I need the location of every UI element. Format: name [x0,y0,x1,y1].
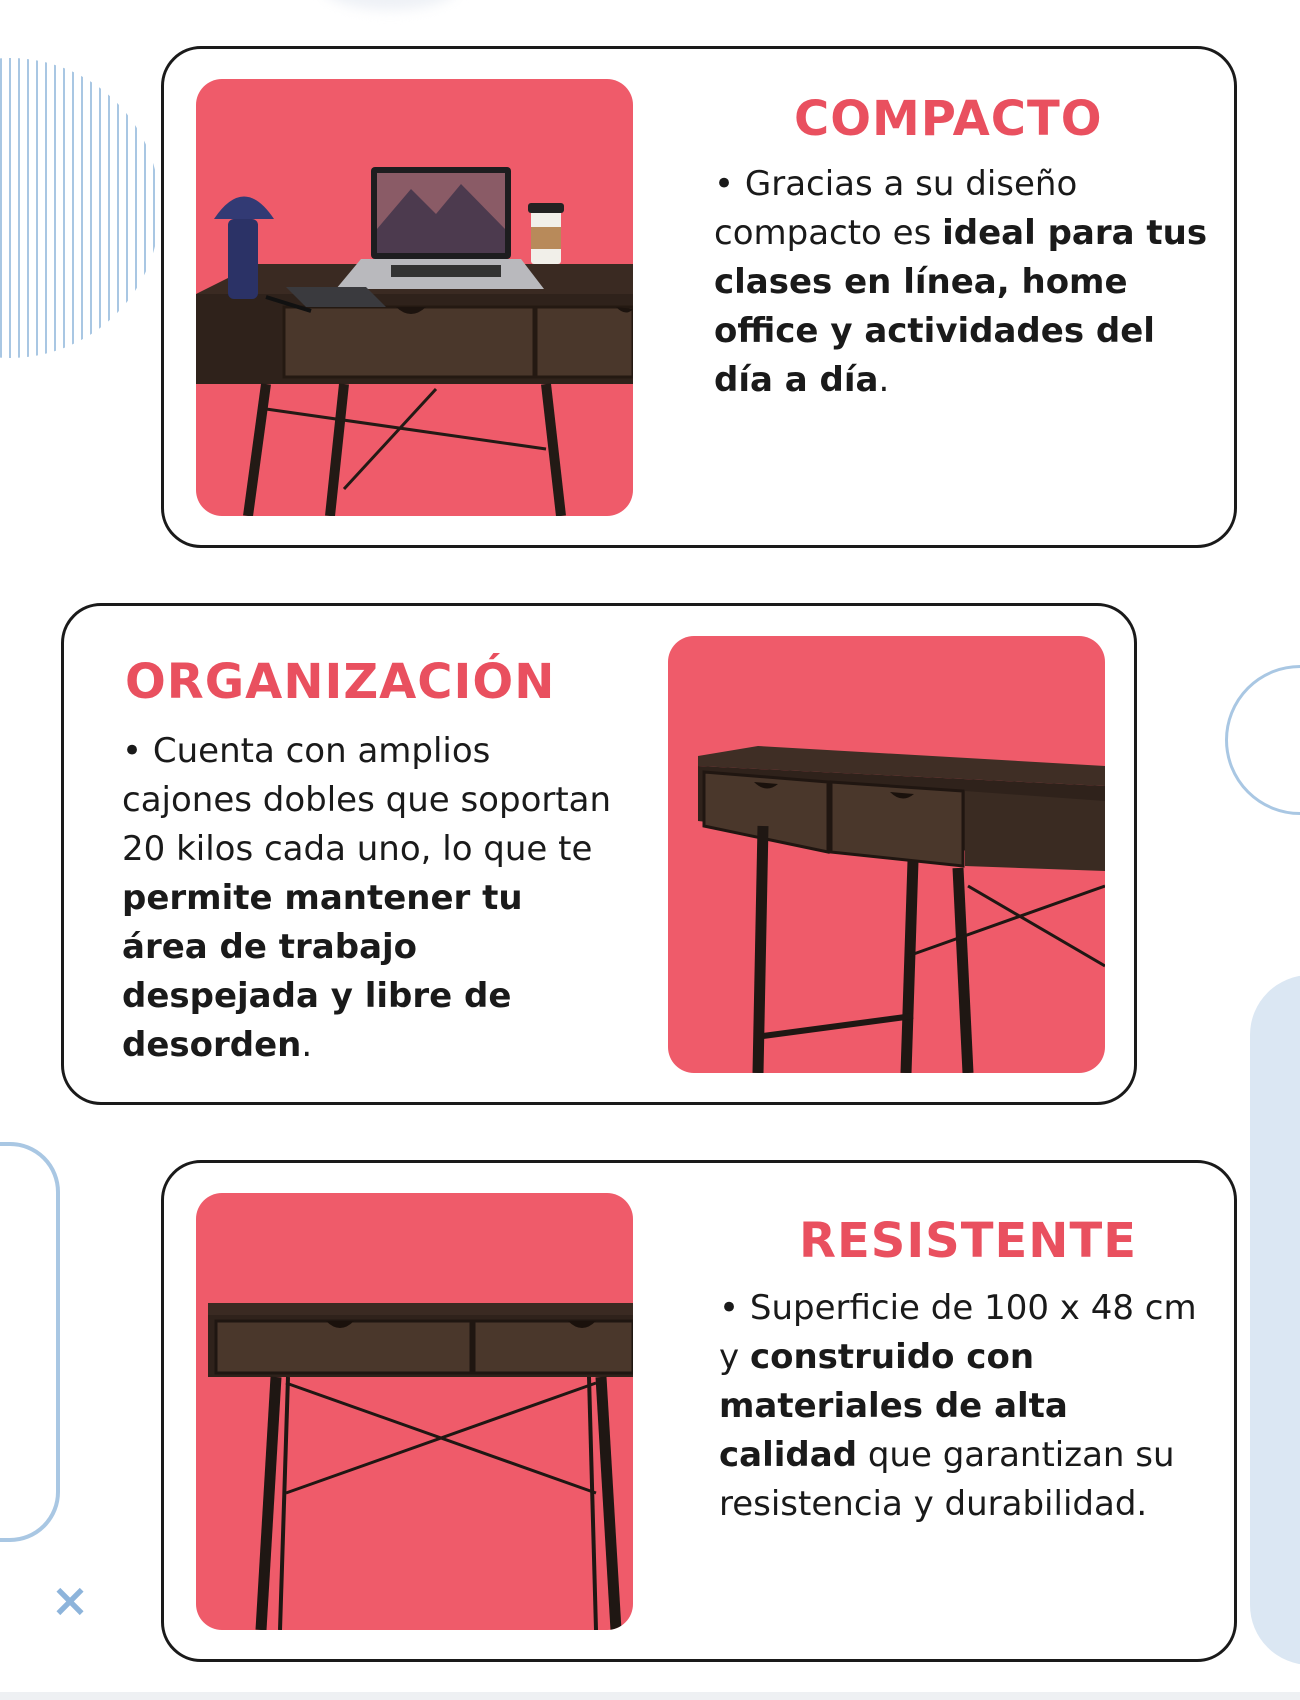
x-mark-icon: × [50,1573,90,1627]
card-description [719,1284,1214,1529]
feature-card-compacto [161,46,1237,548]
bullet-icon: • [714,164,735,204]
card-title: COMPACTO [794,91,1103,147]
desk-with-laptop-illustration [196,79,633,516]
card-description [714,160,1209,405]
card-title: ORGANIZACIÓN [125,654,556,710]
description-highlight: construido con materiales de alta calidad [719,1337,1068,1475]
decorative-pill [1250,975,1300,1665]
feature-card-resistente [161,1160,1237,1662]
bullet-icon: • [122,731,143,771]
description-text-end: . [878,360,890,400]
description-text-end: . [301,1025,313,1065]
bullet-icon: • [719,1288,740,1328]
card-description [122,727,617,1070]
decorative-blob [320,0,460,10]
product-photo-desk-front [196,1193,633,1630]
feature-card-organizacion [61,603,1137,1105]
product-photo-desk-drawers [668,636,1105,1073]
desk-front-illustration [196,1193,633,1630]
decorative-ring [1225,665,1300,815]
product-photo-desk-with-laptop [196,79,633,516]
decorative-striped-circle [0,58,160,358]
description-text: Superficie de 100 x 48 cm y [719,1288,1197,1377]
description-highlight: permite mantener tu área de trabajo despejada y libre de desorden [122,878,523,1065]
desk-angled-illustration [668,636,1105,1073]
description-text: Gracias a su diseño compacto es [714,164,1078,253]
card-title: RESISTENTE [799,1213,1137,1269]
bottom-band [0,1692,1300,1700]
description-text: Cuenta con amplios cajones dobles que soportan 20 kilos cada uno, lo que te [122,731,612,869]
decorative-outline-pill [0,1142,60,1542]
description-text-end: que garantizan su resistencia y durabilidad. [719,1435,1175,1524]
description-highlight: ideal para tus clases en línea, home office y actividades del día a día [714,213,1208,400]
